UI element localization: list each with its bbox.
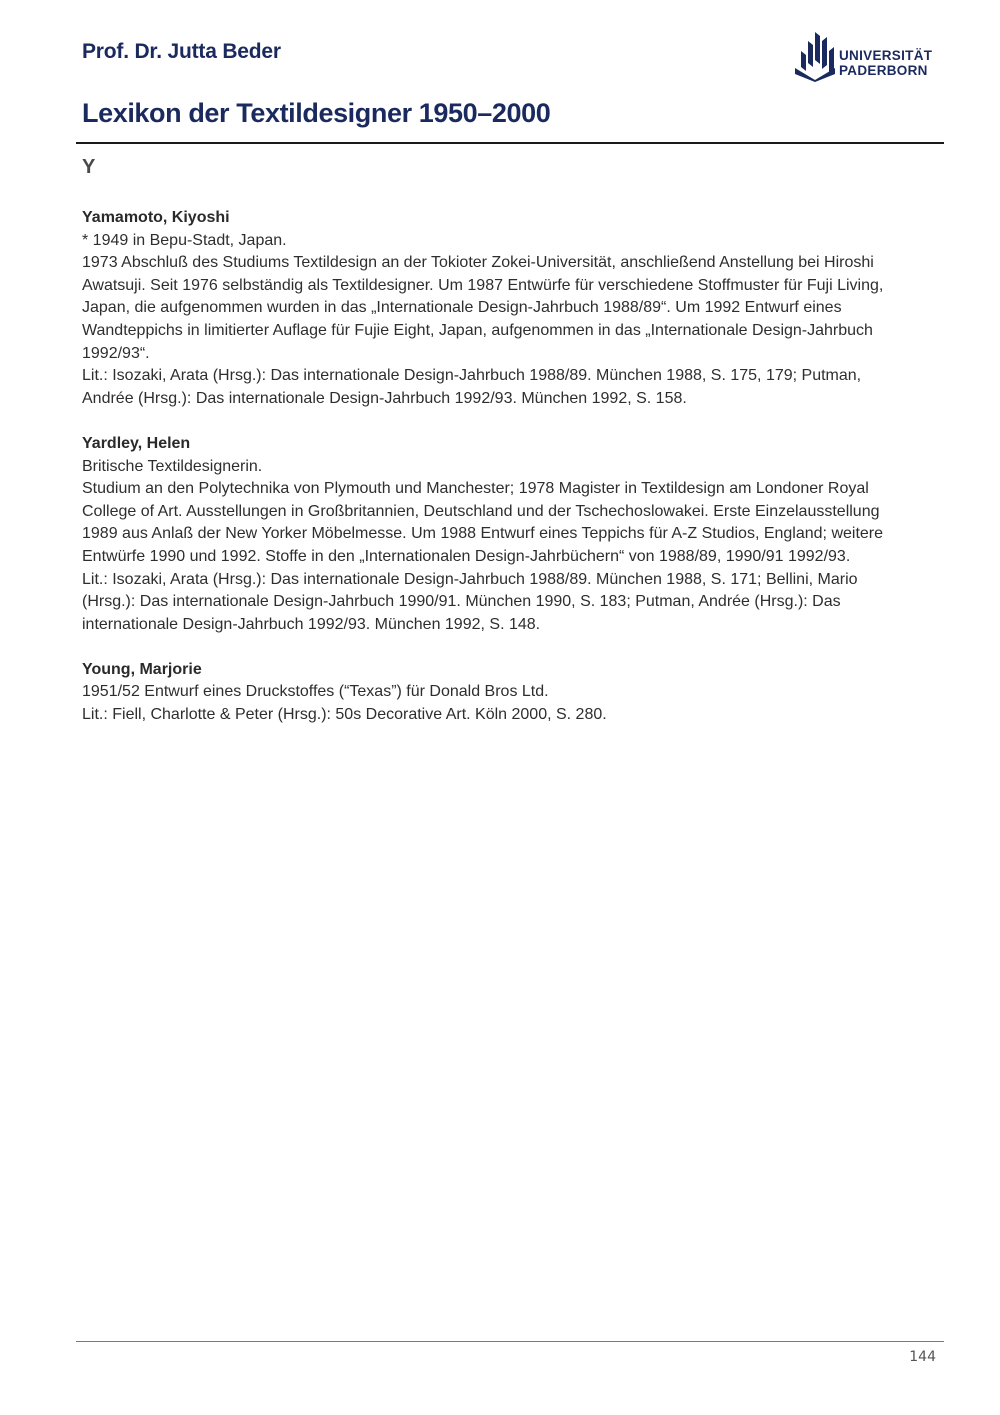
entry-biography: Studium an den Polytechnika von Plymouth und Manchester; 1978 Magister in Textildesign am Londoner Royal College of Art. Ausstellungen in Großbritannien, Deutschland und der Tschechoslowakei. Erste Einzelausstellung 1989 aus Anlaß der New Yorker Möbelmesse. Um 1988 Entwurf eines Teppichs für A-Z Studios, England; weitere Entwürfe 1990 und 1992. Stoffe in den „Internationalen Design-Jahrbüchern“ von 1988/89, 1990/91 1992/93. xyxy=(82,480,884,565)
university-logo-text xyxy=(839,48,932,78)
section-letter: Y xyxy=(82,156,96,178)
entry-yamamoto xyxy=(82,207,912,410)
title-divider xyxy=(76,142,944,144)
entry-biography: 1973 Abschluß des Studiums Textildesign an der Tokioter Zokei-Universität, anschließend Anstellung bei Hiroshi Awatsuji. Seit 1976 selbständig als Textildesigner. Um 1987 Entwürfe für verschiedene Stoffmuster für Fuji Living, Japan, die aufgenommen wurden in das „Internationale Design-Jahrbuch 1988/89“. Um 1992 Entwurf eines Wandteppichs in limitierter Auflage für Fujie Eight, Japan, aufgenommen in das „Internationale Design-Jahrbuch 1992/93“. xyxy=(82,254,884,362)
entry-nationality: Britische Textildesignerin. xyxy=(82,457,263,475)
entry-biography: 1951/52 Entwurf eines Druckstoffes (“Texas”) für Donald Bros Ltd. xyxy=(82,683,549,701)
entry-young xyxy=(82,659,912,727)
author-name: Prof. Dr. Jutta Beder xyxy=(82,40,281,63)
entry-name: Yamamoto, Kiyoshi xyxy=(82,209,230,226)
entry-yardley xyxy=(82,433,912,636)
logo-line-1: UNIVERSITÄT xyxy=(839,48,933,63)
entry-literature: Lit.: Isozaki, Arata (Hrsg.): Das internationale Design-Jahrbuch 1988/89. München 1988, S. 175, 179; Putman, Andrée (Hrsg.): Das internationale Design-Jahrbuch 1992/93. München 1992, S. 158. xyxy=(82,367,862,407)
university-paderborn-logo-icon xyxy=(793,32,837,82)
entry-literature: Lit.: Fiell, Charlotte & Peter (Hrsg.): 50s Decorative Art. Köln 2000, S. 280. xyxy=(82,706,607,724)
logo-line-2: PADERBORN xyxy=(839,63,928,78)
entry-birth: * 1949 in Bepu-Stadt, Japan. xyxy=(82,231,287,249)
entry-name: Yardley, Helen xyxy=(82,434,191,452)
page-number: 144 xyxy=(909,1349,936,1365)
entry-name: Young, Marjorie xyxy=(82,660,202,678)
university-logo xyxy=(793,32,943,82)
footer-divider xyxy=(76,1341,944,1342)
document-title: Lexikon der Textildesigner 1950–2000 xyxy=(82,98,551,128)
entry-literature: Lit.: Isozaki, Arata (Hrsg.): Das internationale Design-Jahrbuch 1988/89. München 1988, S. 171; Bellini, Mario (Hrsg.): Das internationale Design-Jahrbuch 1990/91. München 1990, S. 183; Putman, Andrée (Hrsg.): Das internationale Design-Jahrbuch 1992/93. München 1992, S. 148. xyxy=(82,570,858,633)
entries-list xyxy=(82,207,912,749)
